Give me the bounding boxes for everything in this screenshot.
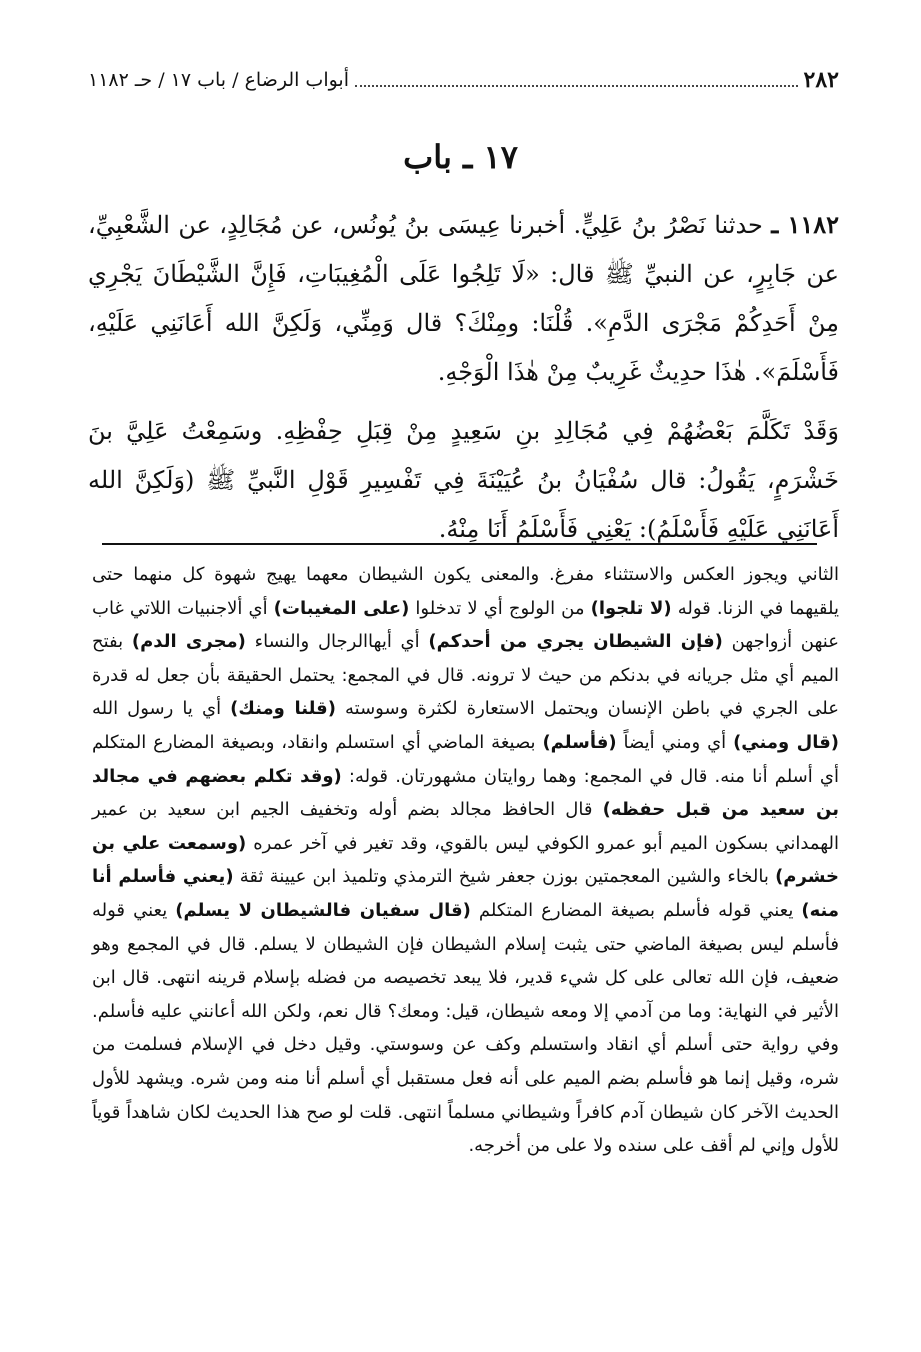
commentary-run: الثاني ويجوز العكس والاستثناء مفرغ. والمعنى يكون الشيطان معهما يهيج شهوة كل منهما حتى يلقيهما في الزنا. قوله: [92, 564, 839, 619]
commentary-quoted-phrase: (قلنا ومنك): [230, 698, 336, 720]
commentary-run: أي ألاجنبيات اللاتي غاب عنهن أزواجهن: [92, 597, 839, 653]
commentary-block: [92, 558, 839, 1163]
commentary-run: يعني قوله فأسلم ليس بصيغة الماضي حتى يثبت إسلام الشيطان فإن الشيطان لا يسلم. قال في المجمع وهو ضعيف، فإن الله تعالى على كل شيء قدير، فلا يبعد تخصيصه من فضله بإسلام قرينه انتهى. قال ابن الأثير في النهاية: وما من آدمي إلا ومعه شيطان، قيل: ومعك؟ قال نعم، ولكن الله أعانني عليه فأسلم. وفي رواية حتى أسلم أي انقاد واستسلم وكف عن وسوستي. وقيل دخل في الإسلام فسلمت من شره، وقيل إنما هو فأسلم بضم الميم على أنه فعل مستقبل أي أسلم أنا منه ومن شره. ويشهد للأول الحديث الآخر كان شيطان آدم كافراً وشيطاني مسلماً انتهى. قلت لو صح هذا الحديث لكان شاهداً قوياً للأول وإني لم أقف على سنده ولا على من أخرجه.: [92, 899, 839, 1157]
commentary-quoted-phrase: (فإن الشيطان يجري من أحدكم): [428, 631, 723, 653]
footnote-divider: [102, 543, 817, 545]
commentary-text: [92, 558, 839, 1163]
commentary-run: أي أيهاالرجال والنساء: [245, 631, 429, 653]
commentary-quoted-phrase: (على المغيبات): [273, 597, 410, 619]
hadith-paragraph: [88, 200, 839, 397]
commentary-quoted-phrase: (مجرى الدم): [131, 631, 246, 653]
commentary-quoted-phrase: (قال سفيان فالشيطان لا يسلم): [175, 899, 471, 921]
hadith-text-block: [88, 200, 839, 554]
commentary-run: أي ومني أيضاً: [616, 731, 734, 753]
hadith-number: ١١٨٢ ـ: [771, 210, 839, 239]
commentary-run: بالخاء والشين المعجمتين بوزن جعفر شيخ الترمذي وتلميذ ابن عيينة ثقة: [233, 866, 776, 888]
commentary-quoted-phrase: (قال ومني): [733, 731, 839, 753]
commentary-quoted-phrase: (وسمعت علي بن خشرم): [92, 832, 839, 888]
commentary-run: بصيغة الماضي أي استسلم وانقاد، وبصيغة المضارع المتكلم أي أسلم أنا منه. قال في المجمع: وهما روايتان مشهورتان. قوله:: [92, 731, 839, 787]
running-header: [88, 62, 839, 98]
running-title: أبواب الرضاع / باب ١٧ / حـ ١١٨٢: [88, 69, 349, 91]
commentary-quoted-phrase: (فأسلم): [542, 731, 617, 753]
commentary-run: من الولوج أي لا تدخلوا: [409, 597, 591, 619]
commentary-quoted-phrase: (يعني فأسلم أنا منه): [92, 866, 840, 921]
hadith-body: حدثنا نَصْرُ بنُ عَلِيٍّ. أخبرنا عِيسَى بنُ يُونُس، عن مُجَالِدٍ، عن الشَّعْبِيِّ، عن جَابِرٍ، عن النبيِّ ﷺ قال: «لَا تَلِجُوا عَلَى الْمُغِيبَاتِ، فَإِنَّ الشَّيْطَانَ يَجْرِي مِنْ أَحَدِكُمْ مَجْرَى الدَّمِ». قُلْنَا: ومِنْكَ؟ قال وَمِنِّي، وَلَكِنَّ الله أَعَانَنِي عَلَيْهِ، فَأَسْلَمَ». هٰذَا حدِيثٌ غَرِيبٌ مِنْ هٰذَا الْوَجْهِ.: [88, 211, 839, 386]
commentary-run: قال الحافظ مجالد بضم أوله وتخفيف الجيم ابن سعيد بن عمير الهمداني بسكون الميم أبو عمرو الكوفي ليس بالقوي، وقد تغير في آخر عمره: [92, 799, 839, 854]
commentary-quoted-phrase: (لا تلجوا): [590, 597, 672, 619]
hadith-note: وَقَدْ تَكَلَّمَ بَعْضُهُمْ فِي مُجَالِدِ بنِ سَعِيدٍ مِنْ قِبَلِ حِفْظِهِ. وسَمِعْتُ عَلِيَّ بنَ خَشْرَمٍ، يَقُولُ: قال سُفْيَانُ بنُ عُيَيْنَةَ فِي تَفْسِيرِ قَوْلِ النَّبيِّ ﷺ (وَلَكِنَّ الله أَعَانَنِي عَلَيْهِ فَأَسْلَمُ): يَعْنِي فَأَسْلَمُ أَنَا مِنْهُ.: [88, 417, 839, 543]
commentary-run: بفتح الميم أي مثل جريانه في بدنكم من حيث لا ترونه. قال في المجمع: يحتمل الحقيقة بأن جعل له قدرة على الجري في باطن الإنسان ويحتمل الاستعارة لكثرة وسوسته: [92, 631, 839, 720]
dotted-leader: [355, 85, 798, 87]
commentary-run: يعني قوله فأسلم بصيغة المضارع المتكلم: [470, 899, 802, 921]
commentary-quoted-phrase: (وقد تكلم بعضهم في مجالد بن سعيد من قبل حفظه): [92, 765, 840, 821]
chapter-title: ١٧ ـ باب: [403, 138, 518, 176]
page-number: ٢٨٢: [803, 67, 839, 93]
commentary-run: أي يا رسول الله: [92, 698, 231, 720]
